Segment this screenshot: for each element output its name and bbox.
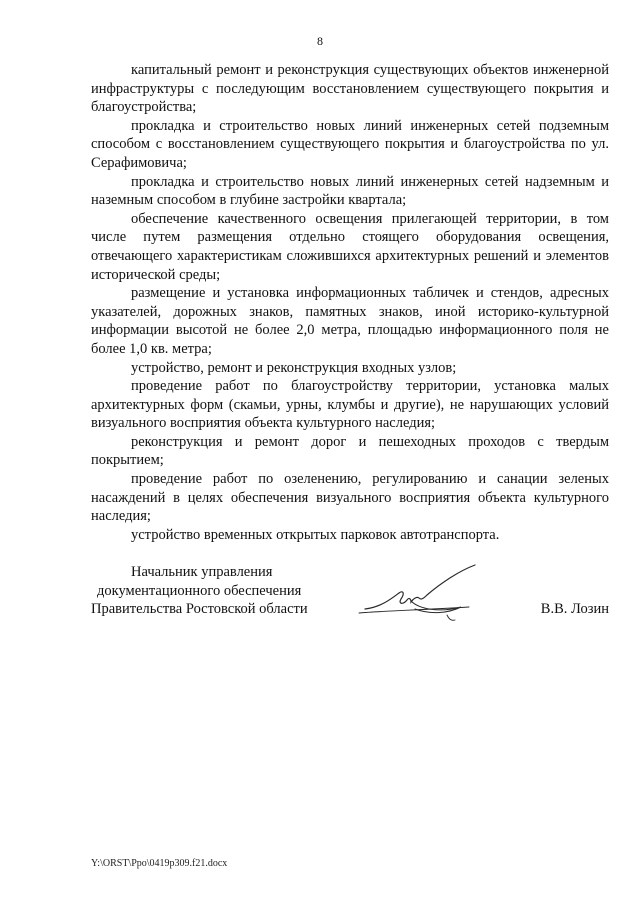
signature-stroke-main [365,565,475,609]
paragraph-4: обеспечение качественного освещения прилегающей территории, в том числе путем размещения отдельно стоящего оборудования освещения, отвечающего характеристикам сложившихся архитектурных решений и элементов исторической среды; [91,210,609,283]
paragraph-2: прокладка и строительство новых линий инженерных сетей подземным способом с восстановлением существующего покрытия и благоустройства по ул. Серафимовича; [91,117,609,171]
signatory-position-line-1: Начальник управления [131,564,273,580]
paragraph-10: устройство временных открытых парковок автотранспорта. [131,526,500,543]
signatory-position-line-3: Правительства Ростовской области [91,601,308,618]
file-path-footer: Y:\ORST\Ppo\0419p309.f21.docx [91,858,228,869]
signatory-name: В.В. Лозин [540,601,609,618]
signature-stroke-loop [411,601,461,613]
paragraph-6: устройство, ремонт и реконструкция входных узлов; [131,359,457,376]
signatory-position-line-2: документационного обеспечения [97,582,302,599]
handwritten-signature [351,563,501,633]
paragraph-7: проведение работ по благоустройству территории, установка малых архитектурных форм (скамьи, урны, клумбы и другие), не нарушающих условий визуального восприятия объекта культурного наследия; [91,378,609,432]
document-body [91,61,609,544]
paragraph-8: реконструкция и ремонт дорог и пешеходных проходов с твердым покрытием; [91,433,609,469]
signature-block [91,563,609,633]
page-number: 8 [317,34,323,48]
paragraph-3: прокладка и строительство новых линий инженерных сетей надземным и наземным способом в глубине застройки квартала; [91,173,609,209]
paragraph-5: размещение и установка информационных табличек и стендов, адресных указателей, дорожных знаков, памятных знаков, иной историко-культурной информации высотой не более 2,0 метра, площадью информационного поля не более 1,0 кв. метра; [91,285,609,357]
paragraph-9: проведение работ по озеленению, регулированию и санации зеленых насаждений в целях обеспечения визуального восприятия объекта культурного наследия; [91,471,609,525]
signature-stroke-tail [447,615,455,620]
paragraph-1: капитальный ремонт и реконструкция существующих объектов инженерной инфраструктуры с последующим восстановлением существующего покрытия и благоустройства; [91,62,609,116]
